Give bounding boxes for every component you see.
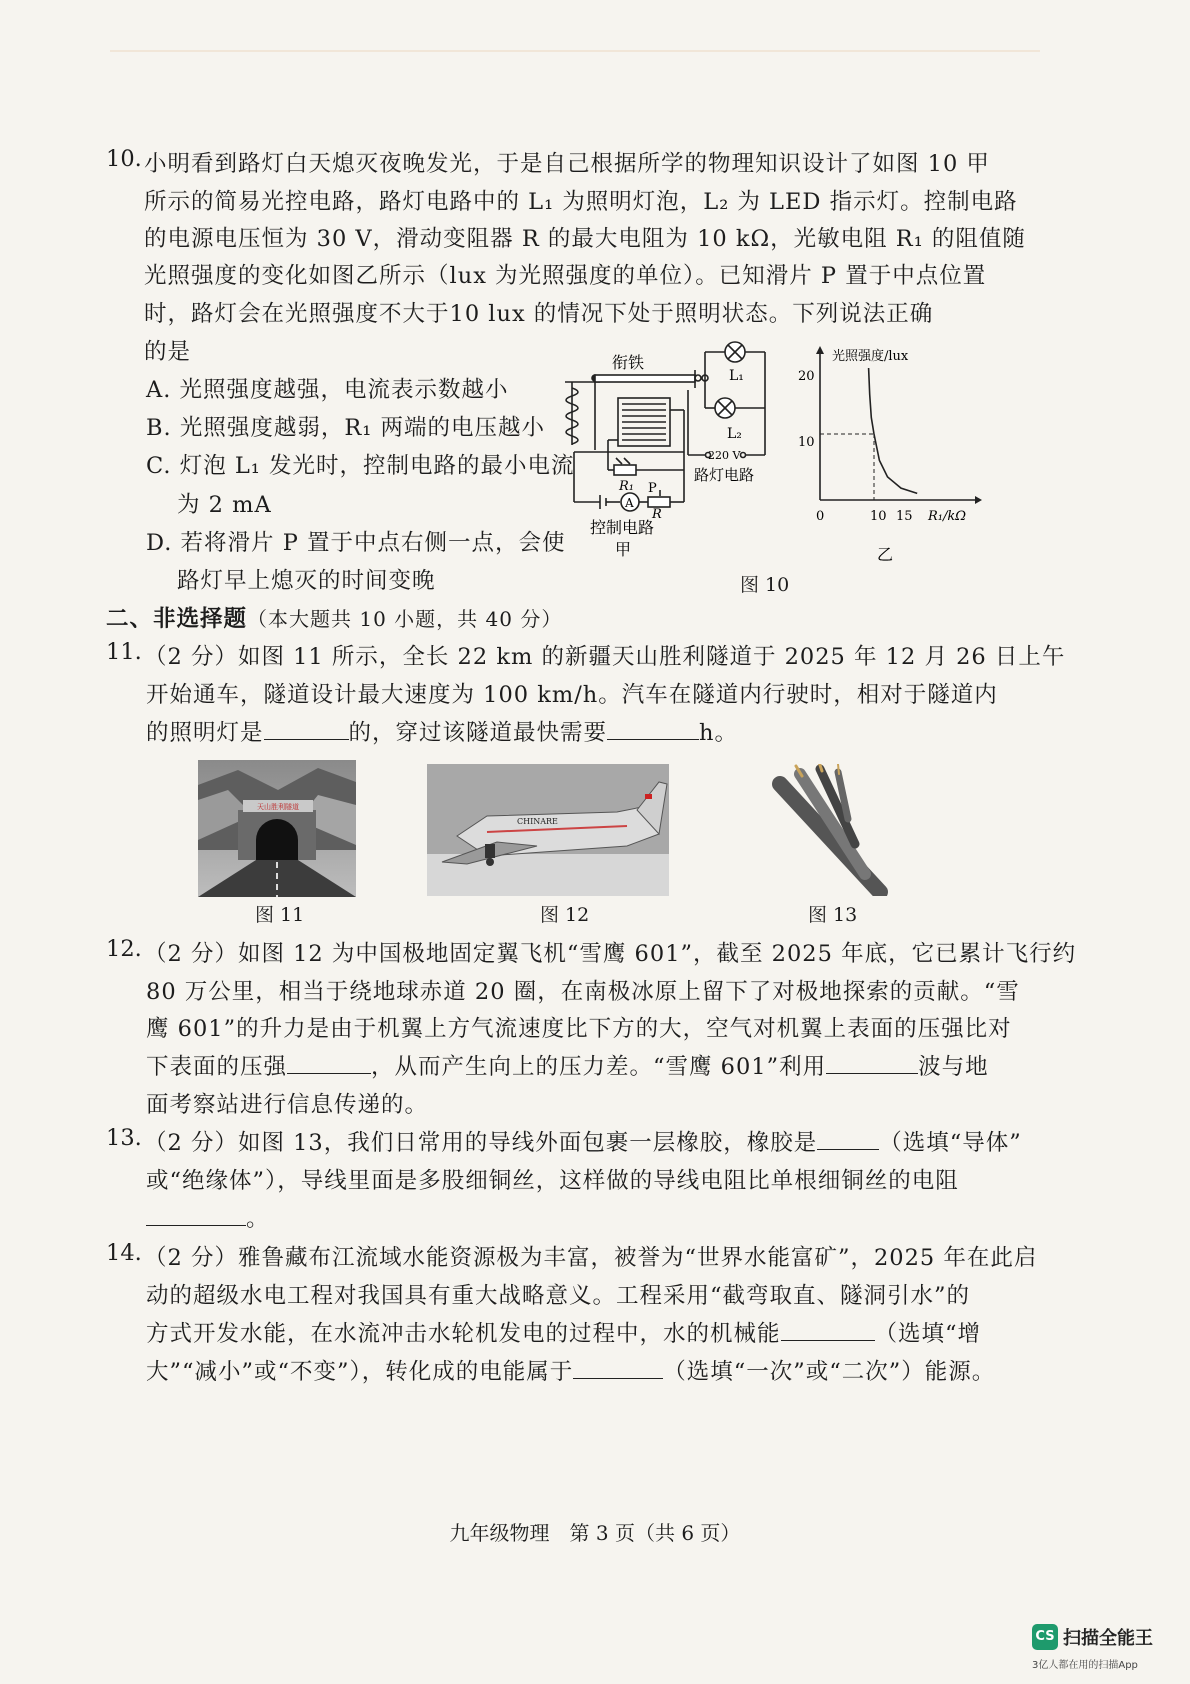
q10-option-a: A. 光照强度越强，电流表示数越小 [146,377,509,403]
q10-line-5: 时，路灯会在光照强度不大于10 lux 的情况下处于照明状态。下列说法正确 [144,301,934,327]
q10-option-b: B. 光照强度越弱，R₁ 两端的电压越小 [146,415,545,441]
q11-line-2: 开始通车，隧道设计最大速度为 100 km/h。汽车在隧道内行驶时，相对于隧道内 [146,682,998,708]
q13-blank-1 [817,1127,879,1150]
page-footer: 九年级物理 第 3 页（共 6 页） [449,1521,741,1545]
l2-label: L₂ [727,426,742,442]
q11-blank-1 [264,717,349,740]
p-label: P [648,481,657,496]
scan-edge-line [110,50,1040,52]
wire-photo [770,764,890,896]
section2-heading: 二、非选择题（本大题共 10 小题，共 40 分） [106,606,563,632]
graph-ylabel: 光照强度/lux [832,349,909,364]
voltage-label: 220 V [708,449,741,462]
q10-option-d: D. 若将滑片 P 置于中点右侧一点，会使 [146,530,566,556]
graph-xlabel: R₁/kΩ [928,509,967,524]
q13-number: 13. [106,1125,142,1151]
fig13-caption: 图 13 [808,904,858,926]
q12-blank-2 [826,1051,918,1074]
q13-line-1: （2 分）如图 13，我们日常用的导线外面包裹一层橡胶，橡胶是 （选填“导体” [144,1125,1022,1157]
l1-label: L₁ [729,368,744,384]
camscanner-tagline: 3亿人都在用的扫描App [1032,1660,1138,1671]
q14-blank-2 [573,1356,663,1379]
y-axis-arrow [816,346,824,354]
q14-number: 14. [106,1240,142,1266]
tunnel-sign-text: 天山胜利隧道 [257,803,299,811]
camscanner-logo: CS [1032,1624,1058,1650]
q13-line-2: 或“绝缘体”），导线里面是多股细铜丝，这样做的导线电阻比单根细铜丝的电阻 [146,1168,959,1194]
q10-line-1: 小明看到路灯白天熄灭夜晚发光，于是自己根据所学的物理知识设计了如图 10 甲 [144,151,990,177]
airplane-photo [427,764,669,896]
r1-label: R₁ [619,479,634,494]
q10-option-d-cont: 路灯早上熄灭的时间变晚 [177,568,436,594]
q12-line-3: 鹰 601”的升力是由于机翼上方气流速度比下方的大，空气对机翼上表面的压强比对 [146,1016,1012,1042]
plane-marking: CHINARE [517,817,558,826]
camscanner-name: 扫描全能王 [1063,1628,1153,1649]
q11-line-1: （2 分）如图 11 所示，全长 22 km 的新疆天山胜利隧道于 2025 年 12 月 26 日上午 [144,644,1066,670]
figure-yi-label: 乙 [877,545,894,564]
q12-line-5: 面考察站进行信息传递的。 [146,1092,429,1118]
q12-line-1: （2 分）如图 12 为中国极地固定翼飞机“雪鹰 601”，截至 2025 年底，它已累计飞行约 [144,941,1077,967]
q13-blank-2 [146,1203,246,1226]
q14-line-4: 大”“减小”或“不变”），转化成的电能属于 （选填“一次”或“二次”）能源。 [146,1354,995,1386]
q10-option-c-cont: 为 2 mA [177,492,272,518]
q11-line-3: 的照明灯是 的，穿过该隧道最快需要 h。 [146,715,738,747]
x-tick-0: 0 [816,509,825,524]
q11-number: 11. [106,639,142,665]
q10-line-2: 所示的简易光控电路，路灯电路中的 L₁ 为照明灯泡，L₂ 为 LED 指示灯。控制电路 [144,189,1018,215]
y-tick-20: 20 [798,369,815,384]
x-tick-10: 10 [870,509,887,524]
x-tick-15: 15 [896,509,913,524]
q12-number: 12. [106,936,142,962]
fig11-caption: 图 11 [255,904,305,926]
tunnel-photo [198,760,356,897]
fig12-caption: 图 12 [540,904,590,926]
q13-line-3: 。 [146,1201,270,1233]
q14-line-1: （2 分）雅鲁藏布江流域水能资源极为丰富，被誉为“世界水能富矿”，2025 年在此启 [144,1245,1038,1271]
figure-jia-label: 甲 [615,540,632,559]
q10-line-6: 的是 [144,339,192,365]
control-circuit-label: 控制电路 [590,518,655,537]
q10-number: 10. [106,146,142,172]
q11-blank-2 [607,717,699,740]
light-resistance-curve [869,368,918,493]
y-tick-10: 10 [798,435,815,450]
reference-lines [820,434,874,500]
circuit-diagram [560,340,780,570]
fig10-caption: 图 10 [740,574,790,596]
ammeter-label: A [625,496,634,510]
q14-blank-1 [781,1318,875,1341]
q10-option-c: C. 灯泡 L₁ 发光时，控制电路的最小电流 [146,453,575,479]
lamp-circuit-label: 路灯电路 [694,466,755,484]
q12-blank-1 [287,1051,371,1074]
armature-label: 衔铁 [612,353,645,372]
q10-line-3: 的电源电压恒为 30 V，滑动变阻器 R 的最大电阻为 10 kΩ，光敏电阻 R₁ 的阻值随 [144,226,1026,252]
q10-line-4: 光照强度的变化如图乙所示（lux 为光照强度的单位）。已知滑片 P 置于中点位置 [144,263,987,289]
light-resistance-graph [790,340,990,570]
q14-line-2: 动的超级水电工程对我国具有重大战略意义。工程采用“截弯取直、隧洞引水”的 [146,1283,971,1309]
x-axis-arrow [975,496,982,504]
q14-line-3: 方式开发水能，在水流冲击水轮机发电的过程中，水的机械能 （选填“增 [146,1316,981,1348]
r-label: R [652,507,662,522]
q12-line-2: 80 万公里，相当于绕地球赤道 20 圈，在南极冰原上留下了对极地探索的贡献。“雪 [146,979,1020,1005]
scanner-watermark [1032,1620,1182,1676]
q12-line-4: 下表面的压强 ，从而产生向上的压力差。“雪鹰 601”利用 波与地 [146,1049,989,1081]
